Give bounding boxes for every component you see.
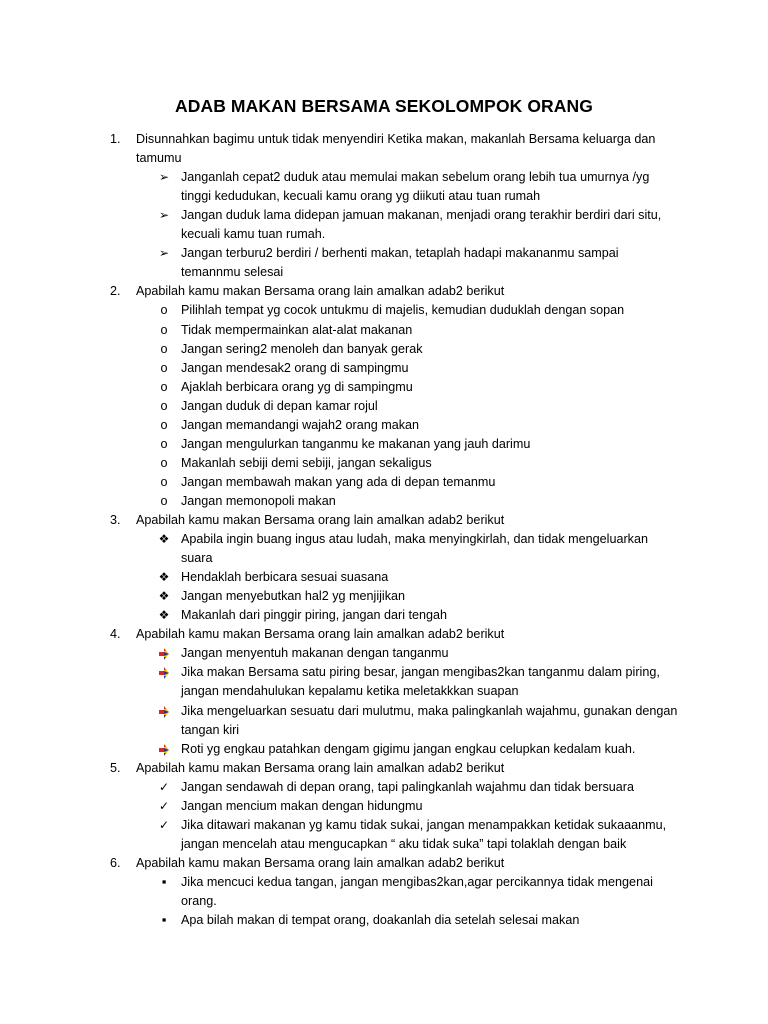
section-number: 2. [110,284,121,299]
list-item-line: jangan mencelah atau mengucapkan “ aku tidak suka” tapi tolaklah dengan baik [181,836,627,851]
list-item-line: suara [181,551,213,566]
list-item-line: Jika ditawari makanan yg kamu tidak sukai, jangan menampakkan ketidak sukaaanmu, [181,817,667,832]
list-item-line: Apabila ingin buang ingus atau ludah, maka menyingkirlah, dan tidak mengeluarkan [181,532,648,547]
arrow-bullet-icon: ➢ [158,208,170,223]
circle-bullet-icon: o [160,455,168,470]
list-item-line: Apa bilah makan di tempat orang, doakanlah dia setelah selesai makan [181,913,580,928]
colored-arrow-bullet-icon [157,702,171,719]
check-bullet-icon: ✓ [158,779,170,794]
list-item-line: tangan kiri [181,722,240,737]
arrow-bullet-icon: ➢ [158,246,170,261]
list-item-line: Jangan mengulurkan tanganmu ke makanan yang jauh darimu [181,436,531,451]
list-item-line: Jangan membawah makan yang ada di depan temanmu [181,474,496,489]
list-item-line: Janganlah cepat2 duduk atau memulai makan sebelum orang lebih tua umurnya /yg [181,170,650,185]
list-item-line: Jangan memandangi wajah2 orang makan [181,417,420,432]
document-title: ADAB MAKAN BERSAMA SEKOLOMPOK ORANG [175,96,593,116]
list-item-line: tinggi kedudukan, kecuali kamu orang yg diikuti atau tuan rumah [181,189,541,204]
circle-bullet-icon: o [160,360,168,375]
list-item-line: Pilihlah tempat yg cocok untukmu di majelis, kemudian duduklah dengan sopan [181,303,625,318]
arrow-bullet-icon: ➢ [158,170,170,185]
check-bullet-icon: ✓ [158,817,170,832]
section-heading-line: Disunnahkan bagimu untuk tidak menyendiri Ketika makan, makanlah Bersama keluarga dan [136,132,656,146]
colored-arrow-bullet-icon [157,644,171,661]
diamond-bullet-icon: ❖ [158,589,170,604]
section-heading-line: Apabilah kamu makan Bersama orang lain amalkan adab2 berikut [136,513,505,527]
circle-bullet-icon: o [160,379,168,394]
check-bullet-icon: ✓ [158,798,170,813]
circle-bullet-icon: o [160,417,168,432]
diamond-bullet-icon: ❖ [158,570,170,585]
list-item-line: Makanlah dari pinggir piring, jangan dari tengah [181,608,448,623]
list-item-line: Jangan menyentuh makanan dengan tanganmu [181,646,449,661]
circle-bullet-icon: o [160,493,168,508]
colored-arrow-bullet-icon [157,740,171,757]
list-item-line: Hendaklah berbicara sesuai suasana [181,570,389,585]
list-item-line: Jangan mendesak2 orang di sampingmu [181,360,409,375]
section-heading-line: Apabilah kamu makan Bersama orang lain amalkan adab2 berikut [136,760,505,775]
list-item-line: Makanlah sebiji demi sebiji, jangan sekaligus [181,455,432,470]
list-item-line: Jangan sendawah di depan orang, tapi palingkanlah wajahmu dan tidak bersuara [181,779,634,794]
section-heading-line: tamumu [136,151,182,166]
list-item-line: Jika mencuci kedua tangan, jangan mengibas2kan,agar percikannya tidak mengenai [181,874,653,889]
circle-bullet-icon: o [160,322,168,337]
circle-bullet-icon: o [160,303,168,318]
list-item-line: orang. [181,894,217,908]
diamond-bullet-icon: ❖ [158,532,170,547]
section-number: 4. [110,627,121,642]
circle-bullet-icon: o [160,436,168,451]
circle-bullet-icon: o [160,398,168,413]
list-item-line: Roti yg engkau patahkan dengam gigimu jangan engkau celupkan kedalam kuah. [181,741,636,756]
section-number: 3. [110,513,121,527]
section-number: 1. [110,132,121,146]
square-bullet-icon: ▪ [161,912,167,928]
list-item-line: Jangan memonopoli makan [181,493,336,508]
section-number: 6. [110,855,121,870]
section-heading-line: Apabilah kamu makan Bersama orang lain amalkan adab2 berikut [136,855,505,870]
list-item-line: Jangan terburu2 berdiri / berhenti makan, tetaplah hadapi makananmu sampai [181,246,619,261]
list-item-line: Jangan duduk di depan kamar rojul [181,398,378,413]
list-item-line: temannmu selesai [181,265,284,280]
list-item-line: Jika makan Bersama satu piring besar, jangan mengibas2kan tanganmu dalam piring, [181,665,660,680]
diamond-bullet-icon: ❖ [158,608,170,623]
section-number: 5. [110,760,121,775]
list-item-line: Jika mengeluarkan sesuatu dari mulutmu, maka palingkanlah wajahmu, gunakan dengan [181,703,678,718]
list-item-line: Jangan duduk lama didepan jamuan makanan, menjadi orang terakhir berdiri dari situ, [181,208,662,223]
list-item-line: Jangan menyebutkan hal2 yg menjijikan [181,589,406,604]
list-item-line: jangan mendahulukan kepalamu ketika meletakkkan suapan [181,684,519,699]
list-item-line: Jangan sering2 menoleh dan banyak gerak [181,341,423,356]
circle-bullet-icon: o [160,474,168,489]
list-item-line: Ajaklah berbicara orang yg di sampingmu [181,379,413,394]
square-bullet-icon: ▪ [161,873,167,889]
section-heading-line: Apabilah kamu makan Bersama orang lain amalkan adab2 berikut [136,627,505,642]
circle-bullet-icon: o [160,341,168,356]
list-item-line: kecuali kamu tuan rumah. [181,227,326,242]
section-heading-line: Apabilah kamu makan Bersama orang lain amalkan adab2 berikut [136,284,505,299]
list-item-line: Tidak mempermainkan alat-alat makanan [181,322,413,337]
list-item-line: Jangan mencium makan dengan hidungmu [181,798,423,813]
colored-arrow-bullet-icon [157,663,171,680]
